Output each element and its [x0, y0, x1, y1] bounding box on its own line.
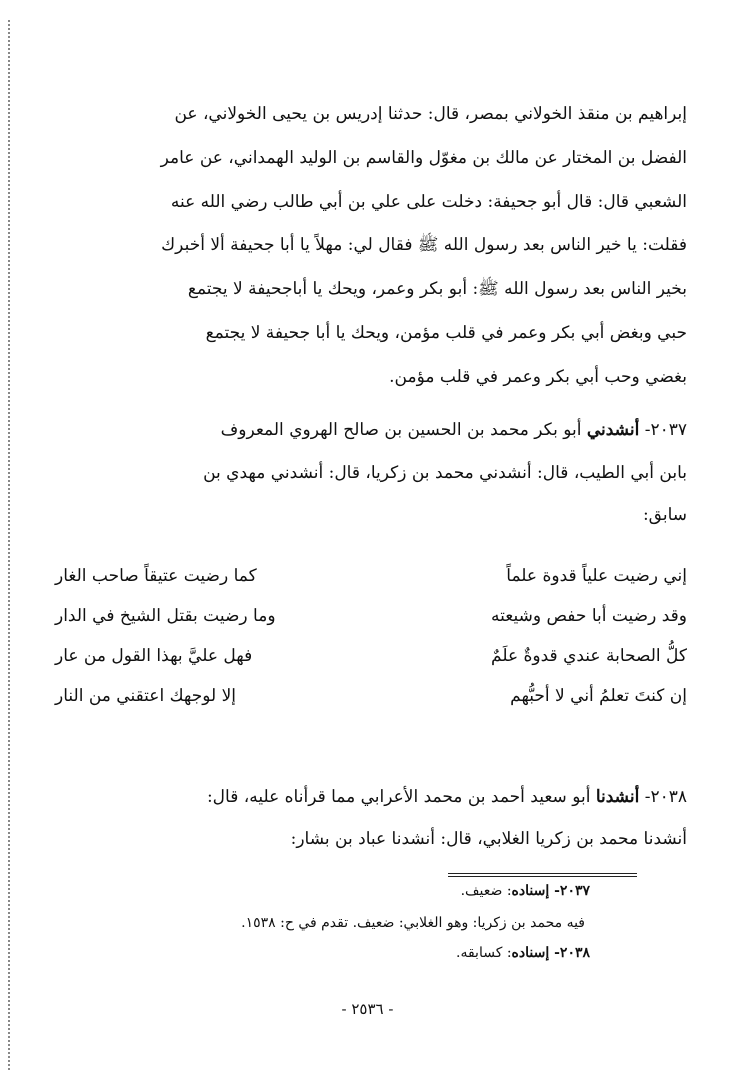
entry-text: أبو سعيد أحمد بن محمد الأعرابي مما قرأناه عليه، قال: [206, 787, 591, 807]
verse-first-hemistich: إن كنتَ تعلمُ أني لا أحبُّهم [510, 686, 687, 706]
verse-second-hemistich: كما رضيت عتيقاً صاحب الغار [55, 566, 257, 586]
body-line: فقلت: يا خير الناس بعد رسول الله ﷺ فقال لي: مهلاً يا أبا جحيفة ألا أخبرك [161, 235, 687, 255]
body-line: الفضل بن المختار عن مالك بن مغوّل والقاسم بن الوليد الهمداني، عن عامر [160, 148, 687, 168]
footnote-text: : ضعيف. [460, 883, 512, 899]
verse-second-hemistich: وما رضيت بقتل الشيخ في الدار [55, 606, 276, 626]
entry-number: ٢٠٣٧- [644, 420, 687, 440]
footnote-text: فيه محمد بن زكريا: وهو الغلابي: ضعيف. تقدم في ح: ١٥٣٨. [241, 915, 585, 931]
entry-line: سابق: [642, 505, 687, 525]
body-line: بغضي وحب أبي بكر وعمر في قلب مؤمن. [389, 367, 687, 387]
verse-first-hemistich: كلُّ الصحابة عندي قدوةٌ علَمٌ [491, 646, 687, 666]
footnote-label: ٢٠٣٨- إسناده [511, 945, 590, 961]
page-number: - ٢٥٣٦ - [341, 1000, 394, 1018]
footnote-separator [448, 873, 637, 874]
verse-second-hemistich: إلا لوجهك اعتقني من النار [55, 686, 237, 706]
footnote [456, 945, 590, 961]
footnote-label: ٢٠٣٧- إسناده [511, 883, 590, 899]
body-line: إبراهيم بن منقذ الخولاني بمصر، قال: حدثنا إدريس بن يحيى الخولاني، عن [174, 104, 687, 124]
entry-2037-first-line [55, 422, 687, 439]
footnote-text: : كسابقه. [456, 945, 512, 961]
entry-text: أبو بكر محمد بن الحسين بن صالح الهروي المعروف [220, 420, 582, 440]
verse-first-hemistich: إني رضيت علياً قدوة علماً [506, 566, 687, 586]
footnote-separator [448, 876, 637, 877]
entry-number: ٢٠٣٨- [644, 787, 687, 807]
verse-second-hemistich: فهل عليَّ بهذا القول من عار [55, 646, 253, 666]
body-line: حبي وبغض أبي بكر وعمر في قلب مؤمن، ويحك يا أبا جحيفة لا يجتمع [205, 323, 687, 343]
scan-edge [8, 20, 10, 1070]
footnote [241, 915, 585, 931]
body-line: بخير الناس بعد رسول الله ﷺ: أبو بكر وعمر، ويحك يا أباجحيفة لا يجتمع [187, 279, 687, 299]
entry-keyword: أنشدنا [595, 787, 640, 807]
entry-line: أنشدنا محمد بن زكريا الغلابي، قال: أنشدنا عباد بن بشار: [290, 829, 687, 849]
entry-keyword: أنشدني [586, 420, 640, 440]
verse-first-hemistich: وقد رضيت أبا حفص وشيعته [491, 606, 687, 626]
footnote [461, 883, 590, 899]
entry-2038-first-line [55, 789, 687, 806]
body-line: الشعبي قال: قال أبو جحيفة: دخلت على علي بن أبي طالب رضي الله عنه [170, 192, 687, 212]
entry-line: بابن أبي الطيب، قال: أنشدني محمد بن زكريا، قال: أنشدني مهدي بن [203, 463, 687, 483]
